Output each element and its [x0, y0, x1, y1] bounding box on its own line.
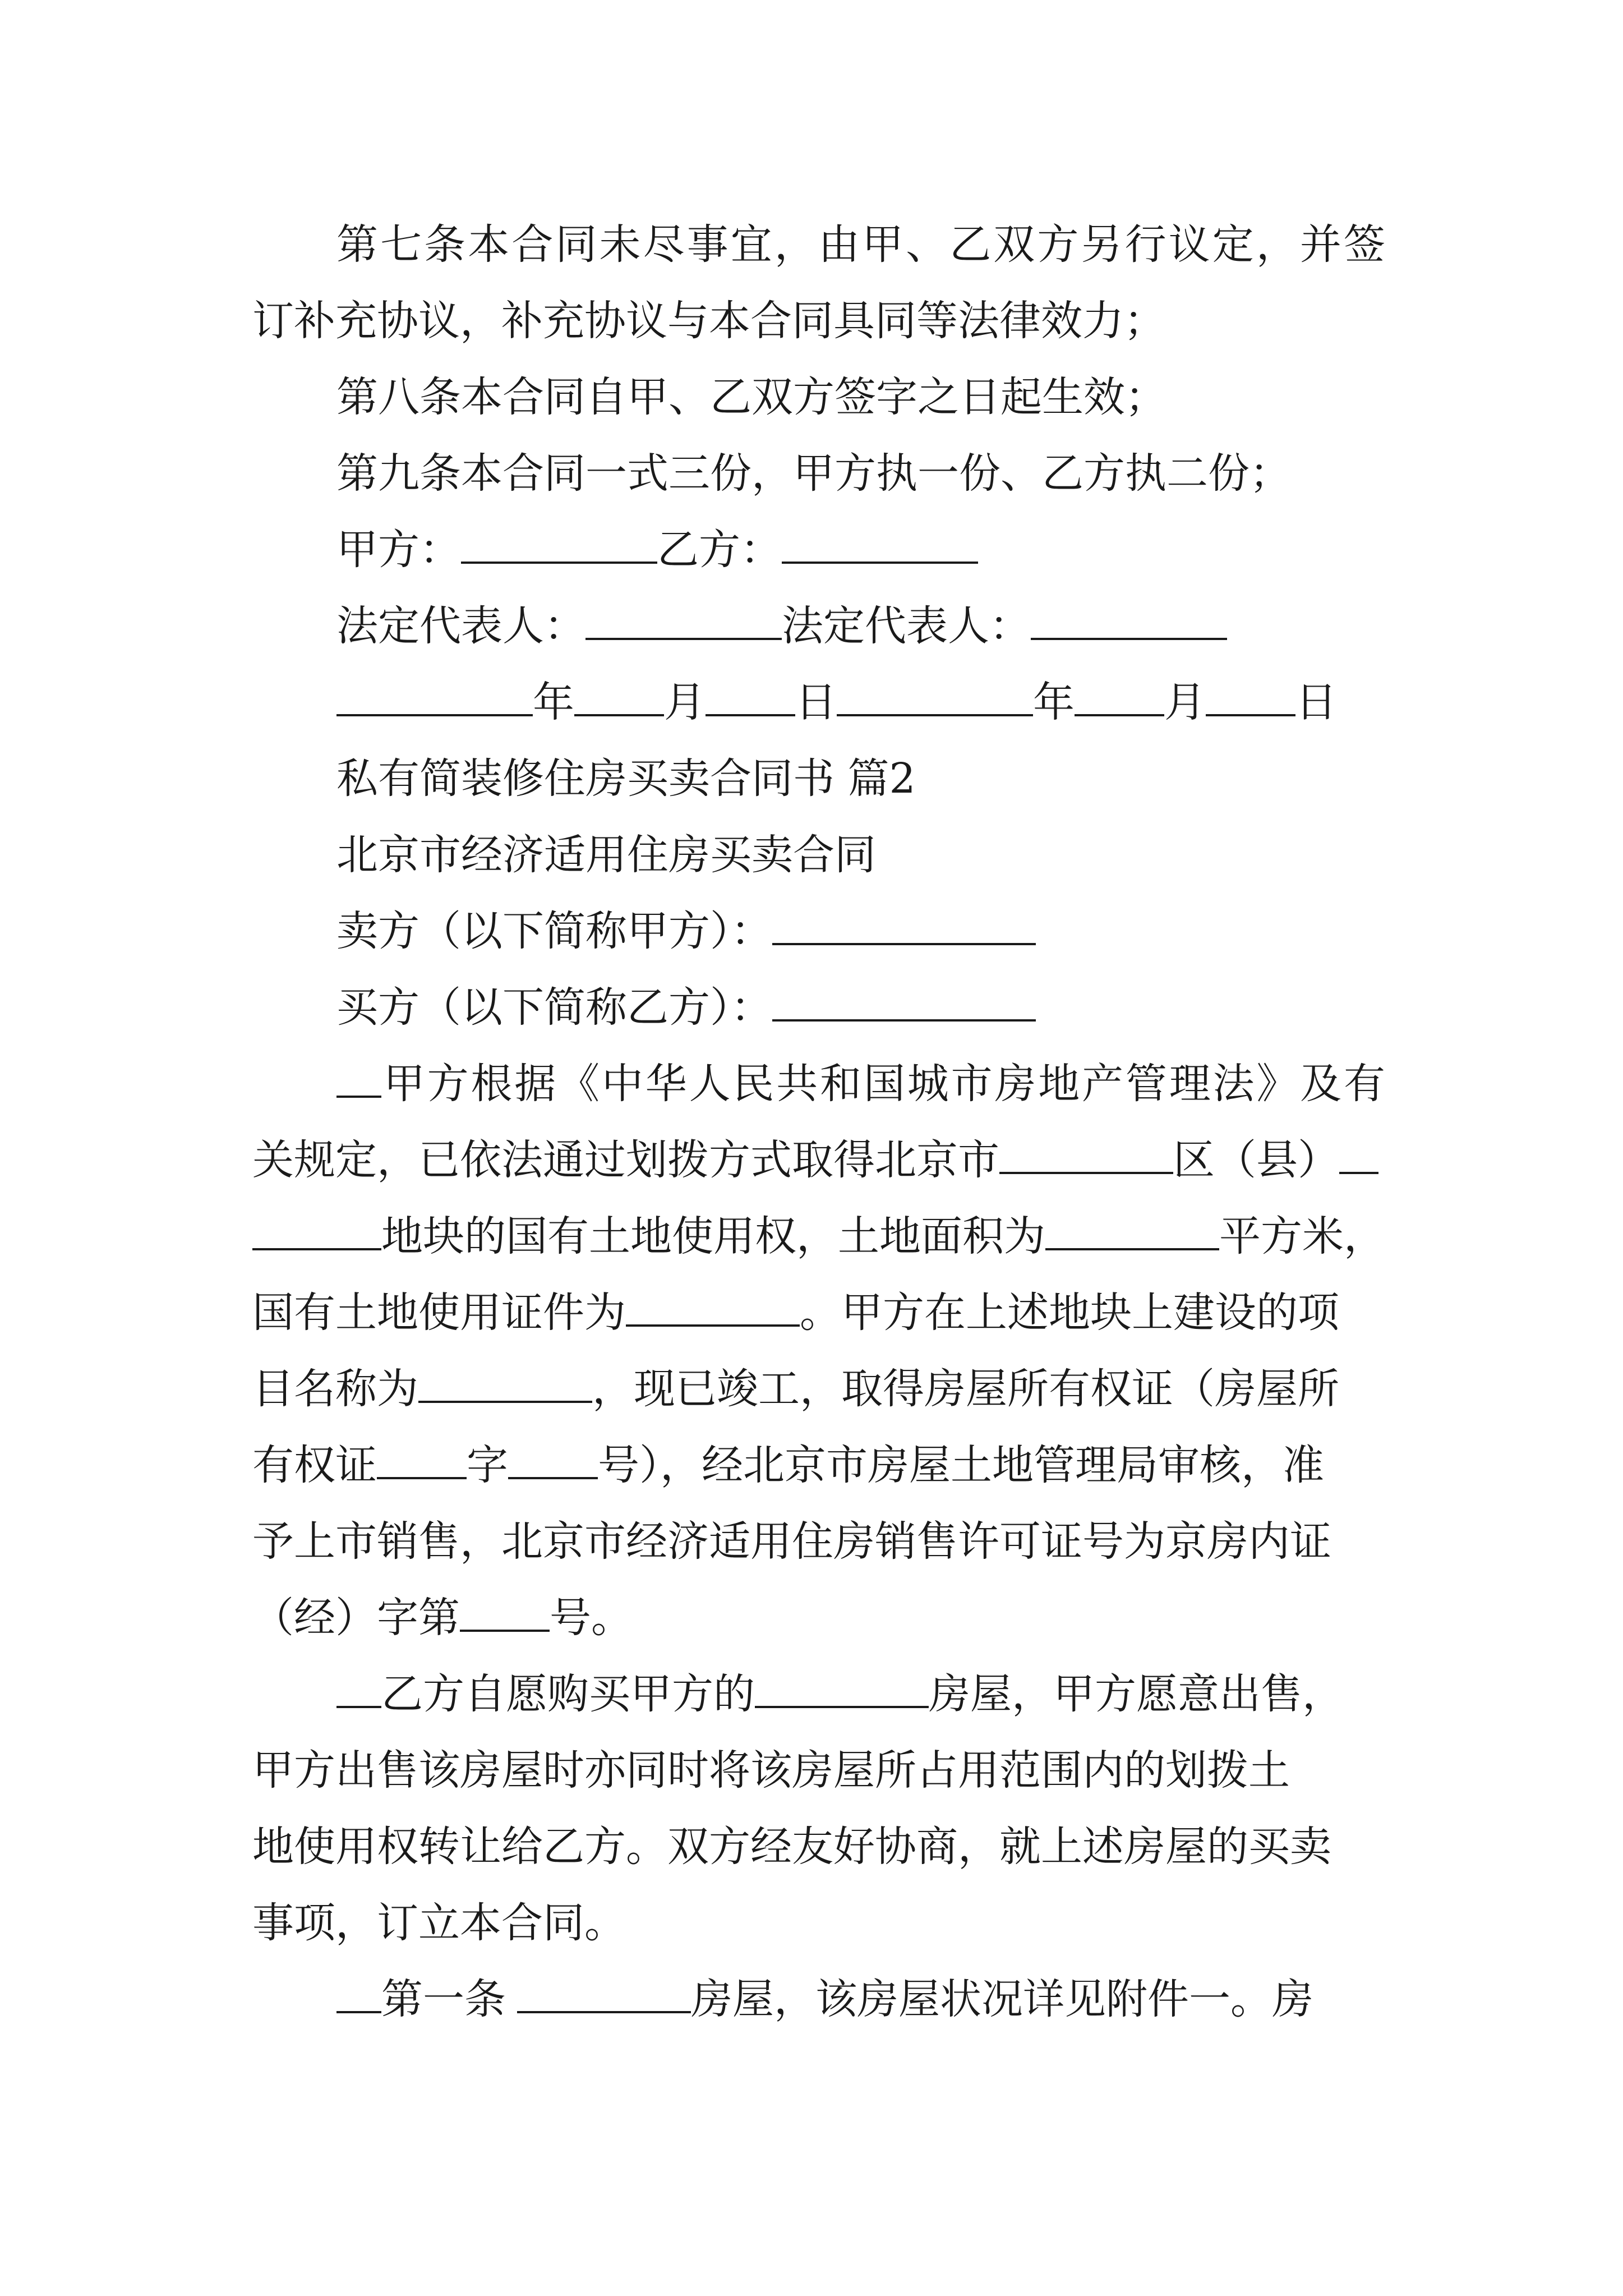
plot-blank-start	[1339, 1137, 1378, 1174]
year-b-blank	[837, 679, 1033, 716]
month-b-label: 月	[1164, 678, 1206, 726]
indent-blank-3	[336, 1976, 381, 2013]
preamble-line-5	[252, 1361, 1385, 1417]
date-line	[336, 674, 1385, 730]
plot-blank	[252, 1213, 381, 1250]
preamble-text-3: 地块的国有土地使用权，土地面积为	[381, 1212, 1045, 1260]
district-label: 区（县）	[1173, 1136, 1339, 1184]
month-a-blank	[574, 679, 664, 716]
seller-blank	[772, 908, 1036, 945]
preamble-line-7: 予上市销售，北京市经济适用住房销售许可证号为京房内证	[252, 1517, 1331, 1566]
indent-blank-2	[336, 1671, 381, 1708]
purchase-text-2: 房屋，甲方愿意出售，	[929, 1670, 1344, 1718]
seller-line	[336, 903, 1385, 959]
legal-rep-line	[336, 598, 1385, 654]
preamble-text-6: 目名称为	[252, 1365, 418, 1413]
year-a-blank	[336, 679, 533, 716]
seller-label: 卖方（以下简称甲方）：	[336, 907, 772, 955]
year-a-label: 年	[533, 678, 574, 726]
buyer-line	[336, 979, 1385, 1036]
preamble-text-11: （经）字第	[252, 1594, 460, 1642]
party-b-label: 乙方：	[657, 526, 782, 574]
day-b-label: 日	[1295, 678, 1337, 726]
article-7-line-2: 订补充协议，补充协议与本合同具同等法律效力；	[252, 297, 1165, 345]
day-a-blank	[706, 679, 795, 716]
project-name-blank	[418, 1366, 592, 1403]
preamble-line-4	[252, 1285, 1385, 1341]
year-b-label: 年	[1033, 678, 1075, 726]
area-blank	[1045, 1213, 1219, 1250]
article-7-line-1: 第七条本合同未尽事宜，由甲、乙双方另行议定，并签	[336, 220, 1385, 269]
article-1-line	[336, 1971, 1385, 2027]
purchase-line-2: 甲方出售该房屋时亦同时将该房屋所占用范围内的划拨土	[252, 1746, 1290, 1795]
district-blank	[999, 1137, 1173, 1174]
preamble-text-7: ，现已竣工，取得房屋所有权证（房屋所	[592, 1365, 1339, 1413]
preamble-text-10: 号），经北京市房屋土地管理局审核，准	[598, 1441, 1324, 1489]
party-b-blank	[782, 527, 978, 564]
permit-number-blank	[460, 1595, 550, 1632]
cert-word-blank	[377, 1442, 467, 1479]
article-9: 第九条本合同一式三份，甲方执一份、乙方执二份；	[336, 449, 1291, 498]
article-8: 第八条本合同自甲、乙双方签字之日起生效；	[336, 373, 1166, 421]
preamble-text-1: 甲方根据《中华人民共和国城市房地产管理法》及有	[381, 1060, 1385, 1108]
purchase-line-4: 事项，订立本合同。	[252, 1899, 626, 1947]
land-cert-blank	[626, 1290, 800, 1327]
preamble-text-12: 号。	[550, 1594, 633, 1642]
article-1-text: 房屋，该房屋状况详见附件一。房	[691, 1975, 1313, 2023]
legal-rep-a-label: 法定代表人：	[336, 602, 585, 650]
preamble-text-8: 有权证	[252, 1441, 377, 1489]
legal-rep-b-blank	[1031, 603, 1227, 640]
article-1-label: 第一条	[381, 1975, 506, 2023]
indent-blank	[336, 1061, 381, 1098]
preamble-line-3	[252, 1208, 1385, 1264]
purchase-line-3: 地使用权转让给乙方。双方经友好协商，就上述房屋的买卖	[252, 1823, 1331, 1871]
buyer-label: 买方（以下简称乙方）：	[336, 983, 772, 1032]
area-unit: 平方米，	[1219, 1212, 1385, 1260]
preamble-line-1	[336, 1056, 1385, 1112]
month-b-blank	[1075, 679, 1164, 716]
preamble-line-8	[252, 1590, 1385, 1646]
legal-rep-a-blank	[585, 603, 782, 640]
month-a-label: 月	[664, 678, 706, 726]
cert-number-blank	[508, 1442, 598, 1479]
legal-rep-b-label: 法定代表人：	[782, 602, 1031, 650]
preamble-text-5: 。甲方在上述地块上建设的项	[800, 1289, 1339, 1337]
party-a-blank	[461, 527, 657, 564]
preamble-line-6	[252, 1437, 1385, 1493]
purchase-line-1	[336, 1666, 1385, 1722]
preamble-text-9: 字	[467, 1441, 508, 1489]
contract-title: 北京市经济适用住房买卖合同	[336, 831, 876, 879]
party-a-label: 甲方：	[336, 526, 461, 574]
day-a-label: 日	[795, 678, 837, 726]
preamble-text-2: 关规定，已依法通过划拨方式取得北京市	[252, 1136, 999, 1184]
day-b-blank	[1206, 679, 1295, 716]
article-1-blank	[517, 1976, 691, 2013]
section-title: 私有简装修住房买卖合同书 篇2	[336, 754, 916, 803]
house-blank	[755, 1671, 929, 1708]
buyer-blank	[772, 984, 1036, 1022]
purchase-text-1: 乙方自愿购买甲方的	[381, 1670, 755, 1718]
preamble-text-4: 国有土地使用证件为	[252, 1289, 626, 1337]
signature-party-line	[336, 522, 1385, 578]
preamble-line-2	[252, 1132, 1385, 1188]
